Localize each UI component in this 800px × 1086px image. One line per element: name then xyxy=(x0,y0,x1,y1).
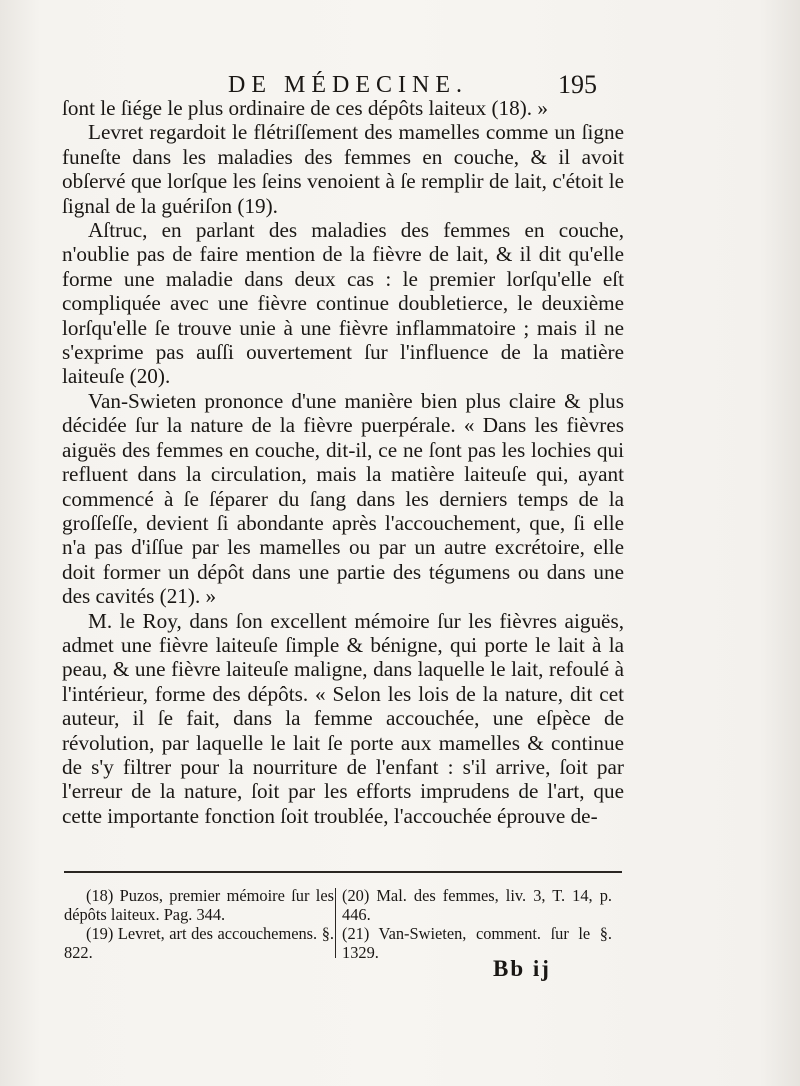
paragraph-astruc: Aſtruc, en parlant des maladies des femmes en couche, n'oublie pas de faire mention de la fièvre de lait, & il dit qu'elle forme une maladie dans deux cas : le premier lorſqu'elle eſt compliquée avec une fièvre continue doubletierce, le deuxième lorſqu'elle ſe trouve unie à une fièvre inflammatoire ; mais il ne s'exprime pas auſſi ouvertement ſur l'influence de la matière laiteuſe (20). xyxy=(62,218,624,389)
paragraph-le-roy: M. le Roy, dans ſon excellent mémoire ſur les fièvres aiguës, admet une fièvre laiteuſe ſimple & bénigne, qui porte le lait à la peau, & une fièvre laiteuſe maligne, dans laquelle le lait, refoulé à l'intérieur, forme des dépôts. « Selon les lois de la nature, dit cet auteur, il ſe fait, dans la femme accouchée, une eſpèce de révolution, par laquelle le lait ſe porte aux mamelles & continue de s'y filtrer pour la nourriture de l'enfant : s'il arrive, ſoit par l'erreur de la nature, ſoit par les efforts imprudens de l'art, que cette importante fonction ſoit troublée, l'accouchée éprouve de- xyxy=(62,608,624,828)
main-text xyxy=(62,96,624,828)
running-title: DE MÉDECINE. xyxy=(228,72,468,98)
footnote-21: (21) Van-Swieten, comment. ſur le §. 1329. xyxy=(342,924,612,962)
paragraph-van-swieten: Van-Swieten prononce d'une manière bien plus claire & plus décidée ſur la nature de la fièvre puerpérale. « Dans les fièvres aiguës des femmes en couche, dit-il, ce ne ſont pas les lochies qui refluent dans la circulation, mais la matière laiteuſe qui, ayant commencé à ſe ſéparer du ſang dans les derniers temps de la groſſeſſe, devient ſi abondante après l'accouchement, que, ſi elle n'a pas d'iſſue par les mamelles ou par un autre excrétoire, elle doit former un dépôt dans une partie des tégumens ou dans une des cavités (21). » xyxy=(62,388,624,609)
signature-mark: Bb ij xyxy=(493,956,551,981)
page-number: 195 xyxy=(558,70,597,99)
footnotes-right-column xyxy=(342,886,612,962)
footnote-column-divider xyxy=(335,888,336,958)
paragraph-continuation: ſont le ſiége le plus ordinaire de ces dépôts laiteux (18). » xyxy=(62,96,548,120)
footnote-18: (18) Puzos, premier mémoire ſur les dépôts laiteux. Pag. 344. xyxy=(64,886,334,924)
footnote-19: (19) Levret, art des accouchemens. §. 822. xyxy=(64,924,334,962)
footnote-rule xyxy=(64,871,622,873)
footnote-20: (20) Mal. des femmes, liv. 3, T. 14, p. 446. xyxy=(342,886,612,924)
footnotes-left-column xyxy=(64,886,334,962)
paragraph-levret: Levret regardoit le flétriſſement des mamelles comme un ſigne funeſte dans les maladies des femmes en couche, & il avoit obſervé que lorſque les ſeins venoient à ſe remplir de lait, c'étoit le ſignal de la guériſon (19). xyxy=(62,120,624,218)
